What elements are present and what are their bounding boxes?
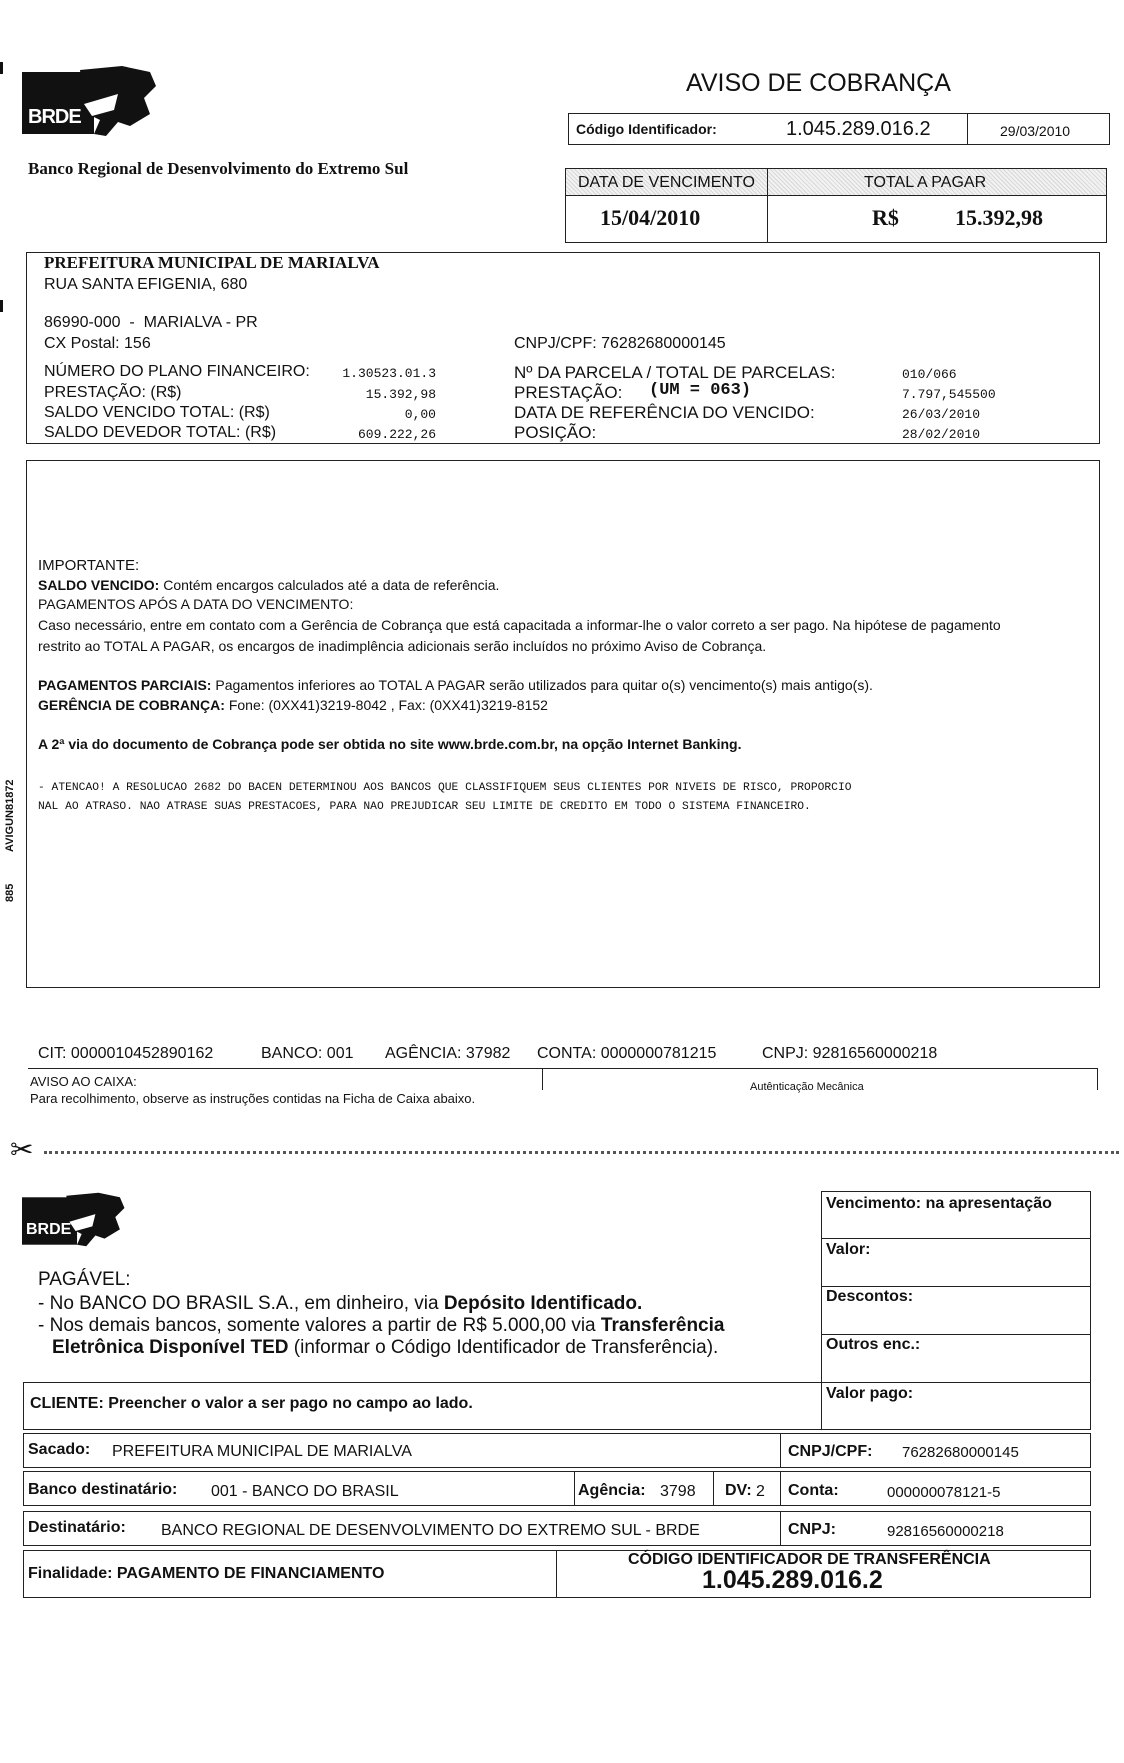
reference-date-label: DATA DE REFERÊNCIA DO VENCIDO: bbox=[514, 403, 815, 422]
agency-label: Agência: bbox=[578, 1482, 646, 1499]
recipient-value: BANCO REGIONAL DE DESENVOLVIMENTO DO EXTREMO SUL - BRDE bbox=[161, 1522, 700, 1539]
payer-name: PREFEITURA MUNICIPAL DE MARIALVA bbox=[44, 253, 380, 272]
sacado-cnpj-value: 76282680000145 bbox=[902, 1444, 1019, 1461]
dv-label: DV: bbox=[725, 1482, 752, 1499]
cut-line bbox=[44, 1151, 1119, 1154]
installment-um-label: PRESTAÇÃO: bbox=[514, 383, 623, 402]
overdue-balance-value: 0,00 bbox=[404, 407, 436, 422]
bank-destination-value: 001 - BANCO DO BRASIL bbox=[211, 1483, 399, 1500]
partial-payments-note bbox=[38, 677, 873, 693]
mechanical-auth: Autênticação Mecânica bbox=[750, 1081, 864, 1093]
reference-date-value: 26/03/2010 bbox=[902, 407, 981, 422]
payer-cnpj: CNPJ/CPF: 76282680000145 bbox=[514, 335, 726, 352]
position-label: POSIÇÃO: bbox=[514, 423, 597, 442]
payer-city: 86990-000 - MARIALVA - PR bbox=[44, 314, 258, 331]
brde-logo-icon bbox=[22, 64, 158, 142]
recipient-cnpj-value: 92816560000218 bbox=[887, 1523, 1004, 1540]
collection-manager-text: Fone: (0XX41)3219-8042 , Fax: (0XX41)3219-8152 bbox=[228, 697, 548, 713]
brde-logo bbox=[22, 64, 158, 142]
total-label: TOTAL A PAGAR bbox=[864, 174, 987, 191]
scissors-icon: ✂ bbox=[10, 1134, 34, 1165]
client-instruction: CLIENTE: Preencher o valor a ser pago no campo ao lado. bbox=[30, 1395, 473, 1412]
side-code: AVIGUN81872 bbox=[4, 779, 16, 852]
collection-manager-note bbox=[38, 697, 548, 713]
important-heading: IMPORTANTE: bbox=[38, 557, 140, 574]
transfer-code-value: 1.045.289.016.2 bbox=[702, 1566, 883, 1594]
dv-value: 2 bbox=[756, 1483, 765, 1500]
side-code-2: 885 bbox=[4, 883, 16, 902]
other-charges-field[interactable]: Outros enc.: bbox=[826, 1336, 921, 1353]
notice-box bbox=[26, 460, 1100, 988]
bank-text: BANCO: 001 bbox=[261, 1045, 354, 1062]
bank-cnpj-text: CNPJ: 92816560000218 bbox=[762, 1045, 938, 1062]
after-due-text: Caso necessário, entre em contato com a Gerência de Cobrança que está capacitada a informar-lhe o valor correto a ser pago. Na hipótese de pagamento restrito ao TOTAL A PAGAR, os encargos de inadimplência adicionais serão incluídos no próximo Aviso de Cobrança. bbox=[38, 617, 1001, 654]
cashier-notice-title: AVISO AO CAIXA: bbox=[30, 1074, 137, 1089]
total-currency: R$ bbox=[872, 205, 899, 230]
account-value: 000000078121-5 bbox=[887, 1484, 1001, 1501]
slip-logo bbox=[22, 1190, 126, 1252]
due-on-presentation: Vencimento: na apresentação bbox=[826, 1195, 1052, 1212]
installment-label: PRESTAÇÃO: (R$) bbox=[44, 384, 182, 401]
due-label: DATA DE VENCIMENTO bbox=[578, 174, 755, 191]
recipient-cnpj-label: CNPJ: bbox=[788, 1521, 837, 1538]
recipient-label: Destinatário: bbox=[28, 1519, 126, 1536]
plan-number-label: NÚMERO DO PLANO FINANCEIRO: bbox=[44, 363, 310, 380]
purpose-text: Finalidade: PAGAMENTO DE FINANCIAMENTO bbox=[28, 1565, 385, 1582]
total-value: 15.392,98 bbox=[955, 205, 1043, 230]
payable-line-1 bbox=[38, 1293, 642, 1315]
discounts-field[interactable]: Descontos: bbox=[826, 1288, 914, 1305]
sacado-cnpj-label: CNPJ/CPF: bbox=[788, 1443, 873, 1460]
code-label: Código Identificador: bbox=[576, 121, 717, 137]
position-value: 28/02/2010 bbox=[902, 427, 981, 442]
overdue-note-text: Contém encargos calculados até a data de referência. bbox=[163, 577, 500, 593]
scan-mark bbox=[0, 62, 3, 74]
payable-line-1-bold: Depósito Identificado. bbox=[443, 1293, 643, 1314]
payable-line-3-text: (informar o Código Identificador de Transferência). bbox=[288, 1337, 719, 1358]
cit-text: CIT: 0000010452890162 bbox=[38, 1045, 214, 1062]
agency-value: 3798 bbox=[660, 1483, 696, 1500]
payable-line-3 bbox=[52, 1337, 718, 1359]
account-text: CONTA: 0000000781215 bbox=[537, 1045, 717, 1062]
payable-line-3-bold: Eletrônica Disponível TED bbox=[52, 1337, 289, 1358]
partial-payments-label: PAGAMENTOS PARCIAIS: bbox=[38, 677, 212, 693]
payable-heading: PAGÁVEL: bbox=[38, 1269, 131, 1290]
paid-value-field[interactable]: Valor pago: bbox=[826, 1385, 914, 1402]
installment-um-extra: (UM = 063) bbox=[649, 381, 752, 400]
collection-manager-label: GERÊNCIA DE COBRANÇA: bbox=[38, 697, 225, 713]
plan-number-value: 1.30523.01.3 bbox=[342, 366, 436, 381]
overdue-note bbox=[38, 577, 499, 593]
scan-mark bbox=[0, 300, 3, 312]
parcel-value: 010/066 bbox=[902, 367, 957, 382]
payable-line-1-text: - No BANCO DO BRASIL S.A., em dinheiro, via bbox=[38, 1293, 444, 1314]
agency-text: AGÊNCIA: 37982 bbox=[385, 1045, 511, 1062]
bank-name: Banco Regional de Desenvolvimento do Extremo Sul bbox=[28, 159, 409, 178]
installment-value: 15.392,98 bbox=[365, 387, 436, 402]
overdue-note-label: SALDO VENCIDO: bbox=[38, 577, 160, 593]
partial-payments-text: Pagamentos inferiores ao TOTAL A PAGAR serão utilizados para quitar o(s) vencimento(s) mais antigo(s). bbox=[215, 677, 873, 693]
debt-balance-value: 609.222,26 bbox=[357, 427, 436, 442]
bank-destination-label: Banco destinatário: bbox=[28, 1481, 178, 1498]
page-title: AVISO DE COBRANÇA bbox=[686, 69, 951, 97]
payable-line-2 bbox=[38, 1315, 724, 1337]
payer-postal: CX Postal: 156 bbox=[44, 335, 151, 352]
code-value: 1.045.289.016.2 bbox=[786, 118, 931, 140]
slip-logo-text: BRDE bbox=[26, 1221, 72, 1238]
value-field[interactable]: Valor: bbox=[826, 1241, 871, 1258]
sacado-label: Sacado: bbox=[28, 1441, 91, 1458]
cashier-notice-text: Para recolhimento, observe as instruções contidas na Ficha de Caixa abaixo. bbox=[30, 1091, 476, 1106]
overdue-balance-label: SALDO VENCIDO TOTAL: (R$) bbox=[44, 404, 270, 421]
warning-line-1: - ATENCAO! A RESOLUCAO 2682 DO BACEN DETERMINOU AOS BANCOS QUE CLASSIFIQUEM SEUS CLIENTES POR NIVEIS DE RISCO, PROPORCIO bbox=[38, 782, 852, 794]
warning-line-2: NAL AO ATRASO. NAO ATRASE SUAS PRESTACOES, PARA NAO PREJUDICAR SEU LIMITE DE CREDITO EM TODO O SISTEMA FINANCEIRO. bbox=[38, 801, 811, 813]
second-copy-note: A 2ª via do documento de Cobrança pode ser obtida no site www.brde.com.br, na opção Internet Banking. bbox=[38, 736, 742, 752]
payable-line-2-bold: Transferência bbox=[600, 1315, 725, 1336]
sacado-value: PREFEITURA MUNICIPAL DE MARIALVA bbox=[112, 1443, 412, 1460]
due-value: 15/04/2010 bbox=[600, 205, 701, 230]
transfer-code-label: CÓDIGO IDENTIFICADOR DE TRANSFERÊNCIA bbox=[628, 1551, 991, 1568]
payable-line-2-text: - Nos demais bancos, somente valores a partir de R$ 5.000,00 via bbox=[38, 1315, 601, 1336]
issue-date: 29/03/2010 bbox=[1000, 123, 1071, 139]
after-due-heading: PAGAMENTOS APÓS A DATA DO VENCIMENTO: bbox=[38, 596, 354, 612]
installment-um-value: 7.797,545500 bbox=[902, 387, 996, 402]
parcel-label: Nº DA PARCELA / TOTAL DE PARCELAS: bbox=[514, 363, 836, 382]
logo-text: BRDE bbox=[28, 106, 81, 128]
payer-street: RUA SANTA EFIGENIA, 680 bbox=[44, 276, 248, 293]
debt-balance-label: SALDO DEVEDOR TOTAL: (R$) bbox=[44, 424, 277, 441]
account-label: Conta: bbox=[788, 1482, 839, 1499]
